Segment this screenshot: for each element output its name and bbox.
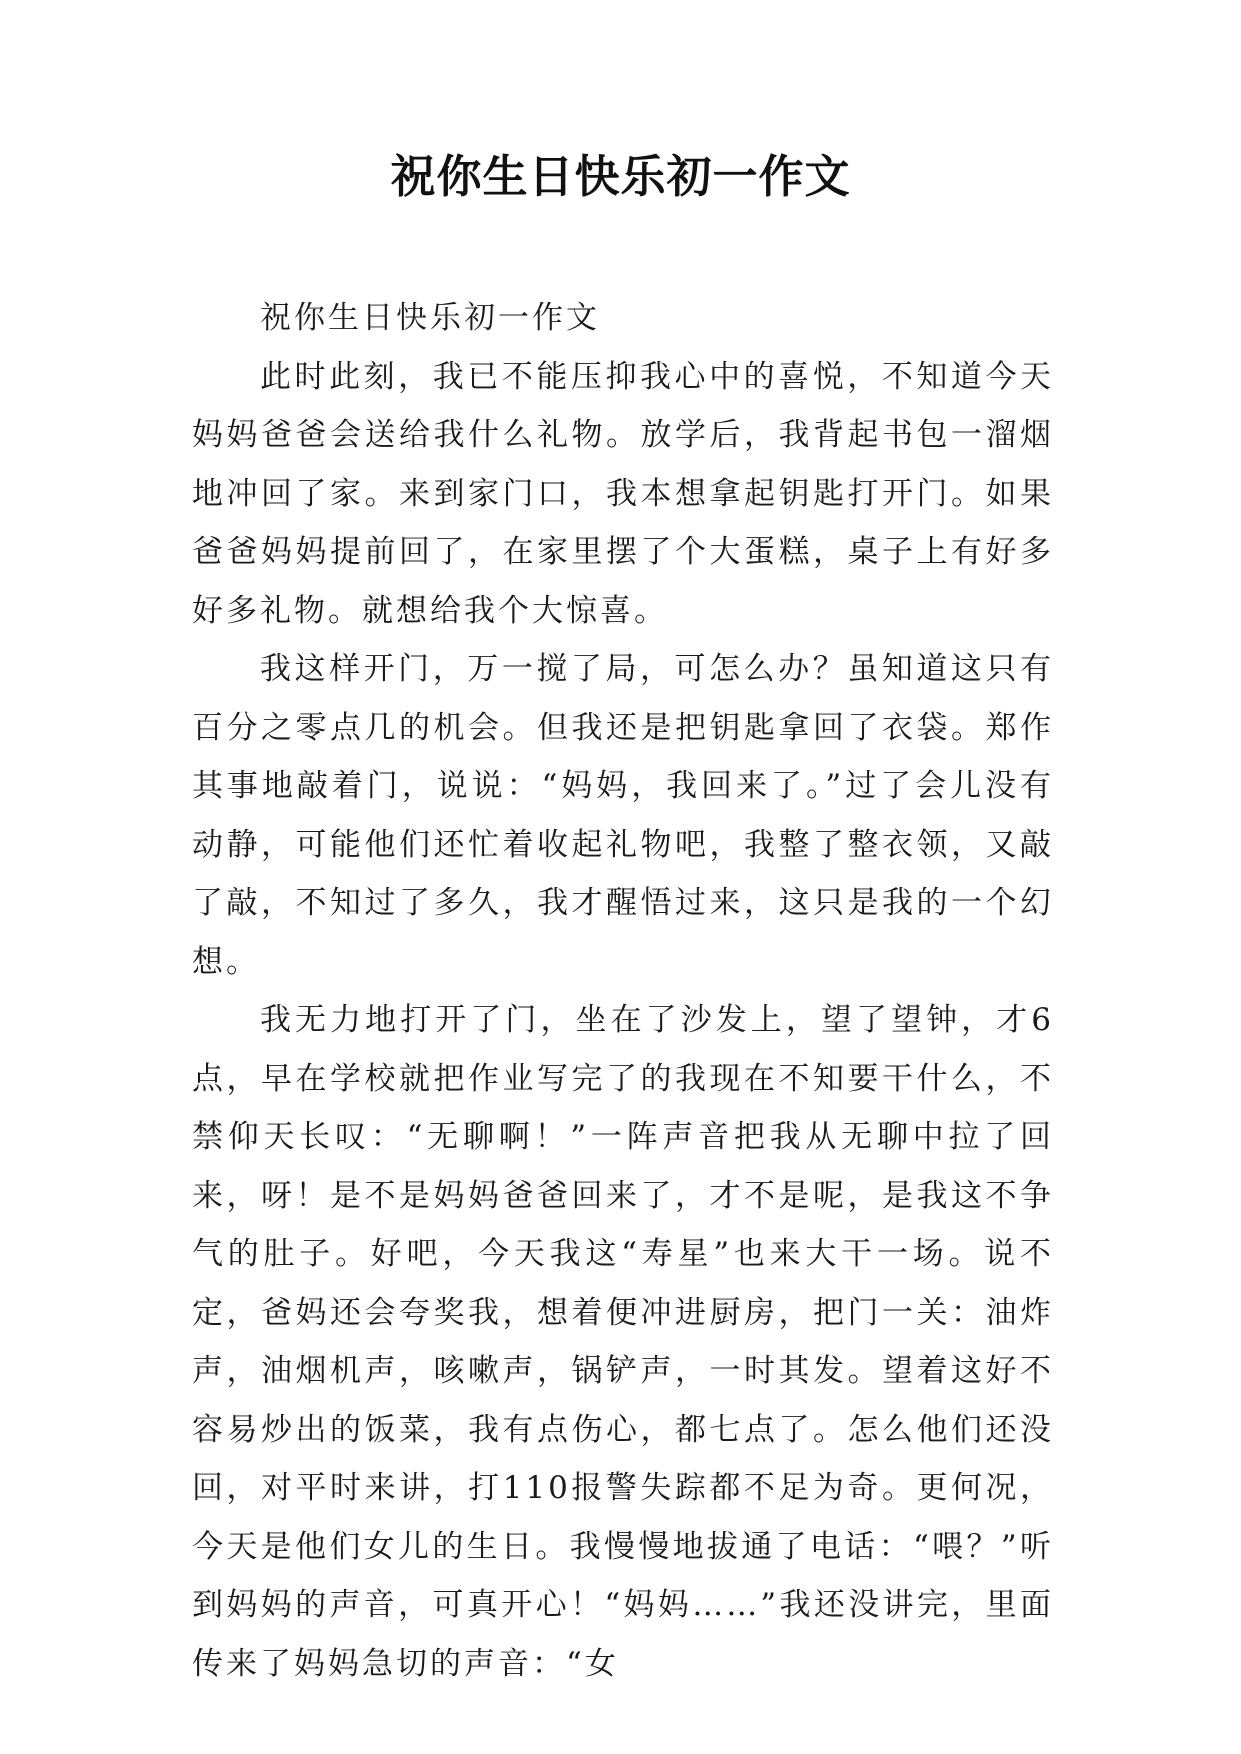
document-title: 祝你生日快乐初一作文 <box>390 150 851 203</box>
paragraph-1: 此时此刻，我已不能压抑我心中的喜悦，不知道今天妈妈爸爸会送给我什么礼物。放学后，我背起书包一溜烟地冲回了家。来到家门口，我本想拿起钥匙打开门。如果爸爸妈妈提前回了，在家里摆了个大蛋糕，桌子上有好多好多礼物。就想给我个大惊喜。 <box>192 358 1054 629</box>
paragraph-subtitle: 祝你生日快乐初一作文 <box>260 300 600 336</box>
paragraph-3: 我无力地打开了门，坐在了沙发上，望了望钟，才6点，早在学校就把作业写完了的我现在不知要干什么，不禁仰天长叹：“无聊啊！”一阵声音把我从无聊中拉了回来，呀！是不是妈妈爸爸回来了，才不是呢，是我这不争气的肚子。好吧，今天我这“寿星”也来大干一场。说不定，爸妈还会夸奖我，想着便冲进厨房，把门一关：油炸声，油烟机声，咳嗽声，锅铲声，一时其发。望着这好不容易炒出的饭菜，我有点伤心，都七点了。怎么他们还没回，对平时来讲，打110报警失踪都不足为奇。更何况，今天是他们女儿的生日。我慢慢地拔通了电话：“喂？”听到妈妈的声音，可真开心！“妈妈……”我还没讲完，里面传来了妈妈急切的声音：“女 <box>192 1002 1054 1682</box>
document-body <box>192 289 1054 1693</box>
paragraph-2: 我这样开门，万一搅了局，可怎么办？虽知道这只有百分之零点几的机会。但我还是把钥匙拿回了衣袋。郑作其事地敲着门，说说：“妈妈，我回来了。”过了会儿没有动静，可能他们还忙着收起礼物吧，我整了整衣领，又敲了敲，不知过了多久，我才醒悟过来，这只是我的一个幻想。 <box>192 651 1054 980</box>
